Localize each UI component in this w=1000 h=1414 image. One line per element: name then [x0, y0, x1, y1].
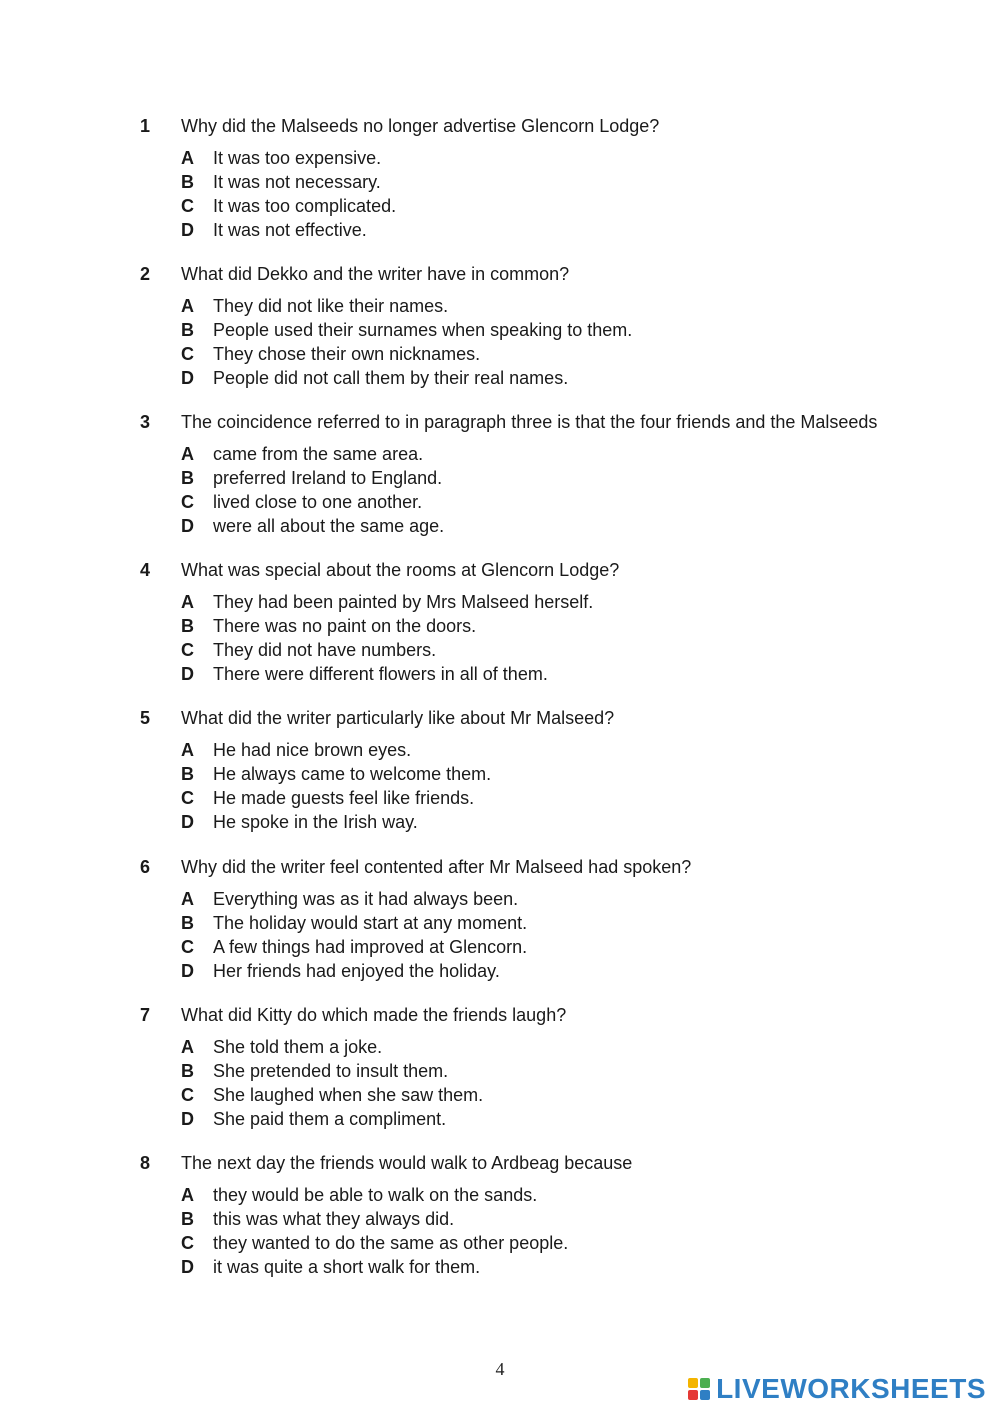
option-d[interactable] [181, 1107, 900, 1131]
option-letter: C [181, 344, 194, 364]
option-letter: A [181, 1185, 194, 1205]
logo-square-blue [700, 1390, 710, 1400]
option-letter: A [181, 889, 194, 909]
option-text: lived close to one another. [213, 492, 423, 512]
options-list [181, 1183, 900, 1279]
question-text: The coincidence referred to in paragraph three is that the four friends and the Malseeds [181, 412, 878, 432]
options-list [181, 294, 900, 390]
option-text: they wanted to do the same as other people. [213, 1233, 569, 1253]
option-a[interactable] [181, 590, 900, 614]
option-letter: A [181, 740, 194, 760]
brand-name: LIVEWORKSHEETS [716, 1373, 986, 1404]
option-letter: B [181, 616, 194, 636]
question-number: 3 [140, 412, 151, 432]
question-4 [140, 559, 900, 686]
option-c[interactable] [181, 935, 900, 959]
question-number: 6 [140, 857, 151, 877]
option-a[interactable] [181, 887, 900, 911]
option-text: He had nice brown eyes. [213, 740, 412, 760]
option-letter: B [181, 1209, 194, 1229]
option-a[interactable] [181, 442, 900, 466]
question-text: The next day the friends would walk to Ardbeag because [181, 1153, 633, 1173]
option-c[interactable] [181, 1083, 900, 1107]
option-text: were all about the same age. [213, 516, 445, 536]
option-letter: C [181, 1233, 194, 1253]
option-text: She paid them a compliment. [213, 1109, 447, 1129]
option-b[interactable] [181, 911, 900, 935]
option-letter: A [181, 444, 194, 464]
option-letter: C [181, 640, 194, 660]
option-letter: C [181, 937, 194, 957]
option-c[interactable] [181, 786, 900, 810]
option-text: People used their surnames when speaking to them. [213, 320, 633, 340]
option-d[interactable] [181, 218, 900, 242]
option-b[interactable] [181, 466, 900, 490]
option-b[interactable] [181, 762, 900, 786]
option-text: They had been painted by Mrs Malseed herself. [213, 592, 594, 612]
option-letter: C [181, 788, 194, 808]
option-d[interactable] [181, 514, 900, 538]
question-7 [140, 1004, 900, 1131]
option-c[interactable] [181, 638, 900, 662]
option-b[interactable] [181, 1207, 900, 1231]
option-text: A few things had improved at Glencorn. [213, 937, 528, 957]
option-d[interactable] [181, 810, 900, 834]
option-b[interactable] [181, 170, 900, 194]
option-text: Her friends had enjoyed the holiday. [213, 961, 500, 981]
option-a[interactable] [181, 1035, 900, 1059]
option-d[interactable] [181, 366, 900, 390]
question-text: Why did the Malseeds no longer advertise Glencorn Lodge? [181, 116, 660, 136]
option-letter: D [181, 1257, 194, 1277]
question-text: What did Kitty do which made the friends laugh? [181, 1005, 567, 1025]
option-letter: C [181, 492, 194, 512]
question-number: 8 [140, 1153, 151, 1173]
option-letter: D [181, 1109, 194, 1129]
option-text: It was not necessary. [213, 172, 381, 192]
options-list [181, 1035, 900, 1131]
options-list [181, 590, 900, 686]
option-text: it was quite a short walk for them. [213, 1257, 481, 1277]
option-d[interactable] [181, 662, 900, 686]
option-a[interactable] [181, 294, 900, 318]
option-letter: D [181, 516, 194, 536]
option-letter: D [181, 812, 194, 832]
option-letter: B [181, 468, 194, 488]
option-text: She laughed when she saw them. [213, 1085, 484, 1105]
option-letter: A [181, 1037, 194, 1057]
option-letter: A [181, 296, 194, 316]
question-text: What did the writer particularly like about Mr Malseed? [181, 708, 615, 728]
option-letter: D [181, 368, 194, 388]
option-text: preferred Ireland to England. [213, 468, 443, 488]
option-text: this was what they always did. [213, 1209, 455, 1229]
liveworksheets-brand[interactable] [688, 1372, 986, 1406]
option-text: There was no paint on the doors. [213, 616, 477, 636]
option-text: They chose their own nicknames. [213, 344, 481, 364]
option-letter: B [181, 913, 194, 933]
question-text: What was special about the rooms at Glencorn Lodge? [181, 560, 620, 580]
option-text: It was too complicated. [213, 196, 397, 216]
question-8 [140, 1152, 900, 1279]
option-a[interactable] [181, 738, 900, 762]
option-text: they would be able to walk on the sands. [213, 1185, 538, 1205]
option-a[interactable] [181, 1183, 900, 1207]
question-6 [140, 856, 900, 983]
option-letter: C [181, 196, 194, 216]
question-number: 7 [140, 1005, 151, 1025]
option-c[interactable] [181, 1231, 900, 1255]
logo-square-green [700, 1378, 710, 1388]
option-text: People did not call them by their real names. [213, 368, 569, 388]
option-text: He always came to welcome them. [213, 764, 492, 784]
option-text: They did not have numbers. [213, 640, 437, 660]
option-c[interactable] [181, 342, 900, 366]
option-letter: D [181, 664, 194, 684]
option-letter: B [181, 320, 194, 340]
option-letter: A [181, 148, 194, 168]
option-letter: D [181, 961, 194, 981]
question-3 [140, 411, 900, 538]
option-letter: C [181, 1085, 194, 1105]
option-text: Everything was as it had always been. [213, 889, 519, 909]
option-text: She told them a joke. [213, 1037, 383, 1057]
option-d[interactable] [181, 1255, 900, 1279]
option-text: He made guests feel like friends. [213, 788, 475, 808]
options-list [181, 887, 900, 983]
option-letter: B [181, 764, 194, 784]
question-1 [140, 115, 900, 242]
options-list [181, 146, 900, 242]
options-list [181, 738, 900, 834]
question-number: 2 [140, 264, 151, 284]
option-b[interactable] [181, 614, 900, 638]
option-text: She pretended to insult them. [213, 1061, 449, 1081]
option-letter: A [181, 592, 194, 612]
option-text: They did not like their names. [213, 296, 449, 316]
logo-square-red [688, 1390, 698, 1400]
option-b[interactable] [181, 1059, 900, 1083]
option-c[interactable] [181, 194, 900, 218]
option-text: The holiday would start at any moment. [213, 913, 528, 933]
option-text: came from the same area. [213, 444, 424, 464]
option-letter: D [181, 220, 194, 240]
options-list [181, 442, 900, 538]
question-5 [140, 707, 900, 834]
option-b[interactable] [181, 318, 900, 342]
page-number: 4 [495, 1359, 505, 1379]
option-a[interactable] [181, 146, 900, 170]
liveworksheets-logo-icon [688, 1378, 710, 1400]
option-text: There were different flowers in all of them. [213, 664, 548, 684]
option-letter: B [181, 172, 194, 192]
option-text: It was not effective. [213, 220, 367, 240]
question-text: Why did the writer feel contented after Mr Malseed had spoken? [181, 857, 692, 877]
question-number: 1 [140, 116, 151, 136]
option-text: He spoke in the Irish way. [213, 812, 418, 832]
question-2 [140, 263, 900, 390]
option-letter: B [181, 1061, 194, 1081]
logo-square-yellow [688, 1378, 698, 1388]
question-number: 4 [140, 560, 151, 580]
option-c[interactable] [181, 490, 900, 514]
question-text: What did Dekko and the writer have in common? [181, 264, 570, 284]
option-d[interactable] [181, 959, 900, 983]
option-text: It was too expensive. [213, 148, 382, 168]
question-number: 5 [140, 708, 151, 728]
